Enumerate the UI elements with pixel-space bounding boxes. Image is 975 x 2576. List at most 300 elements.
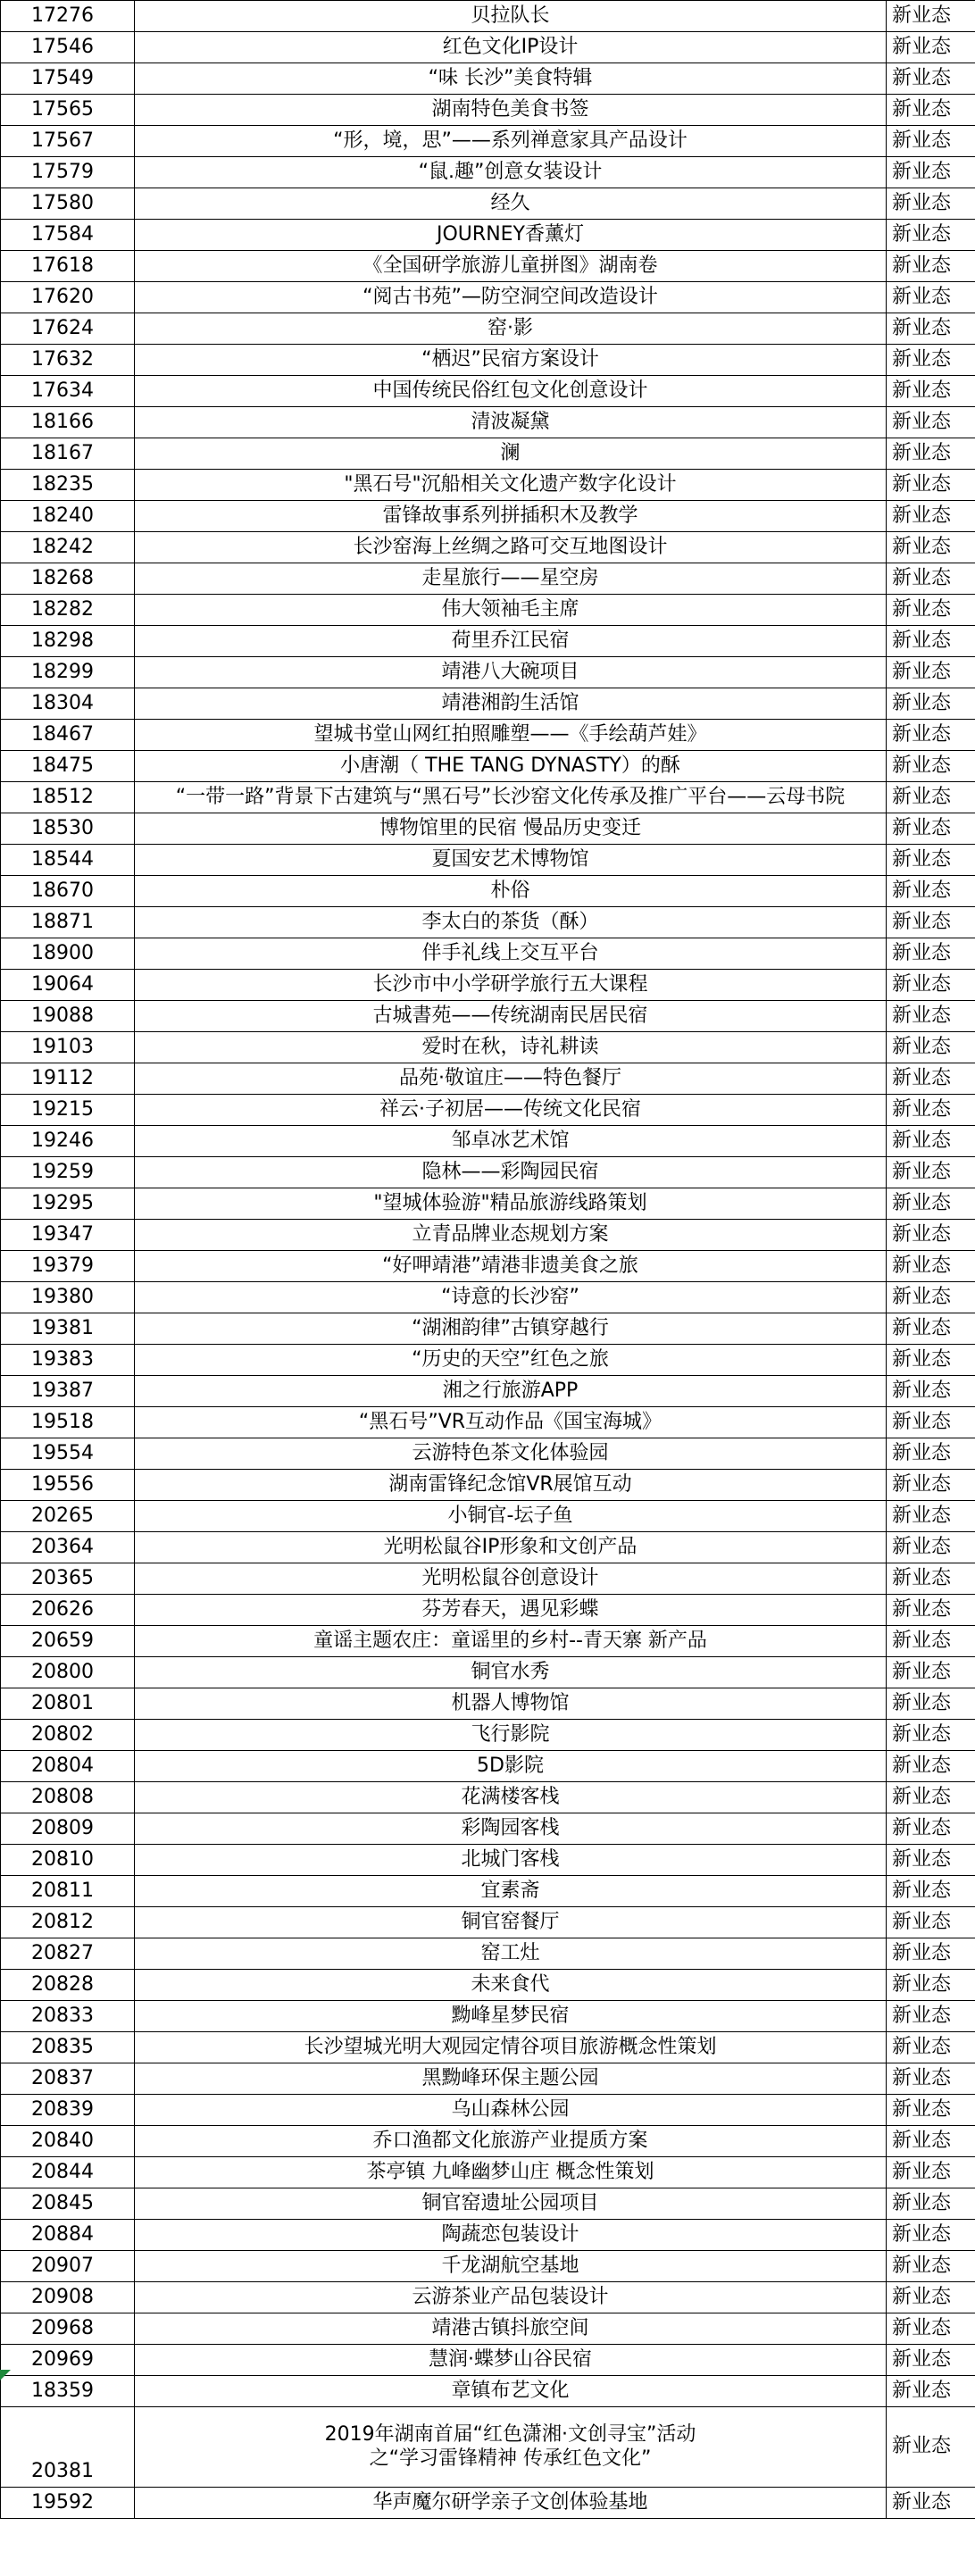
- table-row[interactable]: [1, 2188, 975, 2220]
- row-id-cell[interactable]: 19295: [1, 1188, 135, 1220]
- table-row[interactable]: [1, 2251, 975, 2282]
- row-category-cell[interactable]: 新业态: [887, 1313, 975, 1345]
- row-id-cell[interactable]: 19215: [1, 1095, 135, 1126]
- table-row[interactable]: [1, 345, 975, 376]
- row-name-cell[interactable]: 机器人博物馆: [135, 1688, 887, 1720]
- row-category-cell[interactable]: 新业态: [887, 688, 975, 720]
- row-id-cell[interactable]: 17567: [1, 126, 135, 157]
- table-row[interactable]: [1, 95, 975, 126]
- row-name-cell[interactable]: 立青品牌业态规划方案: [135, 1220, 887, 1251]
- table-row[interactable]: [1, 1126, 975, 1157]
- row-category-cell[interactable]: 新业态: [887, 1657, 975, 1688]
- table-row[interactable]: [1, 1751, 975, 1782]
- table-row[interactable]: [1, 2126, 975, 2157]
- row-name-cell[interactable]: 北城门客栈: [135, 1845, 887, 1876]
- table-row[interactable]: [1, 657, 975, 688]
- row-category-cell[interactable]: 新业态: [887, 907, 975, 938]
- table-row-tall[interactable]: [1, 2407, 975, 2488]
- table-row[interactable]: [1, 438, 975, 470]
- row-id-cell[interactable]: 20837: [1, 2063, 135, 2095]
- row-name-cell[interactable]: “历史的天空”红色之旅: [135, 1345, 887, 1376]
- table-row[interactable]: [1, 2282, 975, 2313]
- row-id-cell[interactable]: 18240: [1, 501, 135, 532]
- row-name-cell[interactable]: 中国传统民俗红包文化创意设计: [135, 376, 887, 407]
- row-name-cell[interactable]: 铜官窑遗址公园项目: [135, 2188, 887, 2220]
- row-category-cell[interactable]: 新业态: [887, 657, 975, 688]
- row-id-cell[interactable]: 19592: [1, 2488, 135, 2519]
- table-row[interactable]: [1, 876, 975, 907]
- row-id-cell[interactable]: 20808: [1, 1782, 135, 1813]
- table-row[interactable]: [1, 1313, 975, 1345]
- row-id-cell[interactable]: 19383: [1, 1345, 135, 1376]
- row-id-cell[interactable]: 18871: [1, 907, 135, 938]
- row-name-cell[interactable]: 红色文化IP设计: [135, 32, 887, 63]
- table-row[interactable]: [1, 282, 975, 313]
- row-id-cell[interactable]: 20804: [1, 1751, 135, 1782]
- row-id-cell[interactable]: 20908: [1, 2282, 135, 2313]
- table-row[interactable]: [1, 313, 975, 345]
- row-id-cell[interactable]: 19112: [1, 1063, 135, 1095]
- row-name-cell[interactable]: 光明松鼠谷IP形象和文创产品: [135, 1532, 887, 1563]
- row-name-cell[interactable]: 5D影院: [135, 1751, 887, 1782]
- table-row[interactable]: [1, 1970, 975, 2001]
- row-name-cell[interactable]: 祥云·子初居——传统文化民宿: [135, 1095, 887, 1126]
- row-name-cell[interactable]: 靖港八大碗项目: [135, 657, 887, 688]
- row-category-cell[interactable]: 新业态: [887, 1157, 975, 1188]
- row-category-cell[interactable]: 新业态: [887, 313, 975, 345]
- table-row[interactable]: [1, 626, 975, 657]
- row-id-cell[interactable]: 20827: [1, 1938, 135, 1970]
- row-name-cell[interactable]: 华声魔尔研学亲子文创体验基地: [135, 2488, 887, 2519]
- table-row[interactable]: [1, 1345, 975, 1376]
- table-row[interactable]: [1, 1720, 975, 1751]
- table-row[interactable]: [1, 2157, 975, 2188]
- row-category-cell[interactable]: 新业态: [887, 2220, 975, 2251]
- table-row[interactable]: [1, 532, 975, 563]
- row-name-cell[interactable]: “一带一路”背景下古建筑与“黑石号”长沙窑文化传承及推广平台——云母书院: [135, 782, 887, 813]
- row-id-cell[interactable]: 19554: [1, 1438, 135, 1470]
- row-category-cell[interactable]: 新业态: [887, 2188, 975, 2220]
- row-id-cell[interactable]: 20828: [1, 1970, 135, 2001]
- row-category-cell[interactable]: 新业态: [887, 1907, 975, 1938]
- table-row[interactable]: [1, 782, 975, 813]
- row-id-cell[interactable]: 18268: [1, 563, 135, 595]
- table-row[interactable]: [1, 1, 975, 32]
- row-name-cell[interactable]: 花满楼客栈: [135, 1782, 887, 1813]
- row-category-cell[interactable]: 新业态: [887, 2095, 975, 2126]
- table-row[interactable]: [1, 1907, 975, 1938]
- row-id-cell[interactable]: 19379: [1, 1251, 135, 1282]
- table-row[interactable]: [1, 1657, 975, 1688]
- table-row[interactable]: [1, 938, 975, 970]
- table-row[interactable]: [1, 1407, 975, 1438]
- row-name-cell[interactable]: 彩陶园客栈: [135, 1813, 887, 1845]
- row-id-cell[interactable]: 20844: [1, 2157, 135, 2188]
- row-name-cell[interactable]: 博物馆里的民宿 慢品历史变迁: [135, 813, 887, 845]
- row-category-cell[interactable]: 新业态: [887, 1876, 975, 1907]
- row-name-cell[interactable]: 隐林——彩陶园民宿: [135, 1157, 887, 1188]
- table-row[interactable]: [1, 751, 975, 782]
- row-name-cell[interactable]: 湖南特色美食书签: [135, 95, 887, 126]
- row-category-cell[interactable]: 新业态: [887, 2251, 975, 2282]
- table-row[interactable]: [1, 1813, 975, 1845]
- row-id-cell[interactable]: 18467: [1, 720, 135, 751]
- table-row[interactable]: [1, 1032, 975, 1063]
- table-row[interactable]: [1, 407, 975, 438]
- table-row[interactable]: [1, 220, 975, 251]
- row-category-cell[interactable]: 新业态: [887, 970, 975, 1001]
- row-id-cell[interactable]: 17276: [1, 1, 135, 32]
- row-id-cell[interactable]: 20364: [1, 1532, 135, 1563]
- row-name-cell[interactable]: 陶蔬恋包装设计: [135, 2220, 887, 2251]
- table-row[interactable]: [1, 970, 975, 1001]
- table-row[interactable]: [1, 2063, 975, 2095]
- row-name-cell[interactable]: “鼠.趣”创意女装设计: [135, 157, 887, 188]
- table-row[interactable]: [1, 845, 975, 876]
- row-name-cell[interactable]: 爱时在秋，诗礼耕读: [135, 1032, 887, 1063]
- row-id-cell[interactable]: 20265: [1, 1501, 135, 1532]
- table-row[interactable]: [1, 63, 975, 95]
- row-name-cell[interactable]: 窑·影: [135, 313, 887, 345]
- row-name-cell[interactable]: 李太白的茶货（酥）: [135, 907, 887, 938]
- row-name-cell[interactable]: JOURNEY香薰灯: [135, 220, 887, 251]
- row-id-cell[interactable]: 18304: [1, 688, 135, 720]
- row-name-cell[interactable]: 黑黝峰环保主题公园: [135, 2063, 887, 2095]
- row-name-cell[interactable]: 湘之行旅游APP: [135, 1376, 887, 1407]
- row-id-cell[interactable]: 17584: [1, 220, 135, 251]
- row-name-cell[interactable]: “形，境，思”——系列禅意家具产品设计: [135, 126, 887, 157]
- table-row[interactable]: [1, 1876, 975, 1907]
- table-row[interactable]: [1, 720, 975, 751]
- row-id-cell[interactable]: 20968: [1, 2313, 135, 2345]
- row-name-cell[interactable]: 靖港湘韵生活馆: [135, 688, 887, 720]
- row-category-cell[interactable]: 新业态: [887, 126, 975, 157]
- row-id-cell[interactable]: 20809: [1, 1813, 135, 1845]
- row-category-cell[interactable]: 新业态: [887, 1376, 975, 1407]
- table-row[interactable]: [1, 1845, 975, 1876]
- row-category-cell[interactable]: 新业态: [887, 282, 975, 313]
- row-category-cell[interactable]: 新业态: [887, 1782, 975, 1813]
- row-id-cell[interactable]: 18475: [1, 751, 135, 782]
- row-name-cell[interactable]: 宜素斋: [135, 1876, 887, 1907]
- table-row[interactable]: [1, 126, 975, 157]
- row-id-cell[interactable]: 20839: [1, 2095, 135, 2126]
- row-name-cell[interactable]: 飞行影院: [135, 1720, 887, 1751]
- row-id-cell[interactable]: 17579: [1, 157, 135, 188]
- table-row[interactable]: [1, 1095, 975, 1126]
- row-category-cell[interactable]: 新业态: [887, 1220, 975, 1251]
- table-row[interactable]: [1, 2001, 975, 2032]
- table-row[interactable]: [1, 188, 975, 220]
- row-id-cell[interactable]: 18512: [1, 782, 135, 813]
- table-row[interactable]: [1, 1376, 975, 1407]
- row-category-cell[interactable]: 新业态: [887, 501, 975, 532]
- row-category-cell[interactable]: 新业态: [887, 470, 975, 501]
- row-id-cell[interactable]: 17580: [1, 188, 135, 220]
- row-category-cell[interactable]: 新业态: [887, 2282, 975, 2313]
- row-id-cell[interactable]: 18242: [1, 532, 135, 563]
- table-row[interactable]: [1, 2095, 975, 2126]
- row-name-cell[interactable]: 《全国研学旅游儿童拼图》湖南卷: [135, 251, 887, 282]
- row-category-cell[interactable]: 新业态: [887, 876, 975, 907]
- row-category-cell[interactable]: 新业态: [887, 63, 975, 95]
- row-id-cell[interactable]: 20840: [1, 2126, 135, 2157]
- row-id-cell[interactable]: 20812: [1, 1907, 135, 1938]
- row-id-cell[interactable]: 18670: [1, 876, 135, 907]
- table-row[interactable]: [1, 1595, 975, 1626]
- row-name-cell[interactable]: 夏国安艺术博物馆: [135, 845, 887, 876]
- row-category-cell[interactable]: 新业态: [887, 938, 975, 970]
- row-id-cell[interactable]: 20845: [1, 2188, 135, 2220]
- row-name-cell[interactable]: “黑石号”VR互动作品《国宝海城》: [135, 1407, 887, 1438]
- row-id-cell[interactable]: 18167: [1, 438, 135, 470]
- row-category-cell[interactable]: 新业态: [887, 1720, 975, 1751]
- row-category-cell[interactable]: 新业态: [887, 595, 975, 626]
- table-row[interactable]: [1, 563, 975, 595]
- row-category-cell[interactable]: 新业态: [887, 751, 975, 782]
- row-category-cell[interactable]: 新业态: [887, 345, 975, 376]
- row-id-cell[interactable]: 18282: [1, 595, 135, 626]
- table-row[interactable]: [1, 1282, 975, 1313]
- row-id-cell[interactable]: 18544: [1, 845, 135, 876]
- row-id-cell[interactable]: 18235: [1, 470, 135, 501]
- table-row[interactable]: [1, 2313, 975, 2345]
- table-row[interactable]: [1, 1220, 975, 1251]
- row-id-cell[interactable]: 20365: [1, 1563, 135, 1595]
- row-name-cell[interactable]: 清波凝黛: [135, 407, 887, 438]
- table-row[interactable]: [1, 907, 975, 938]
- row-category-cell[interactable]: 新业态: [887, 1845, 975, 1876]
- row-category-cell[interactable]: 新业态: [887, 32, 975, 63]
- row-category-cell[interactable]: 新业态: [887, 2345, 975, 2376]
- row-category-cell[interactable]: 新业态: [887, 1282, 975, 1313]
- row-id-cell[interactable]: 17549: [1, 63, 135, 95]
- row-id-cell[interactable]: 17620: [1, 282, 135, 313]
- row-category-cell[interactable]: 新业态: [887, 2376, 975, 2407]
- row-name-cell[interactable]: [135, 2407, 887, 2488]
- row-category-cell[interactable]: 新业态: [887, 1251, 975, 1282]
- row-name-cell[interactable]: 窑工灶: [135, 1938, 887, 1970]
- table-row[interactable]: [1, 32, 975, 63]
- row-category-cell[interactable]: 新业态: [887, 813, 975, 845]
- table-row[interactable]: [1, 1532, 975, 1563]
- row-id-cell[interactable]: 17624: [1, 313, 135, 345]
- row-category-cell[interactable]: 新业态: [887, 2313, 975, 2345]
- row-id-cell[interactable]: 19518: [1, 1407, 135, 1438]
- table-row[interactable]: [1, 2376, 975, 2407]
- row-name-cell[interactable]: 乔口渔都文化旅游产业提质方案: [135, 2126, 887, 2157]
- row-id-cell[interactable]: 20969: [1, 2345, 135, 2376]
- row-id-cell[interactable]: 20835: [1, 2032, 135, 2063]
- table-row[interactable]: [1, 813, 975, 845]
- row-name-cell[interactable]: 慧润·蝶梦山谷民宿: [135, 2345, 887, 2376]
- row-name-cell[interactable]: “阅古书苑”—防空洞空间改造设计: [135, 282, 887, 313]
- row-id-cell[interactable]: 20801: [1, 1688, 135, 1720]
- row-name-cell[interactable]: 走星旅行——星空房: [135, 563, 887, 595]
- row-category-cell[interactable]: 新业态: [887, 376, 975, 407]
- row-name-cell[interactable]: 长沙市中小学研学旅行五大课程: [135, 970, 887, 1001]
- row-category-cell[interactable]: 新业态: [887, 407, 975, 438]
- row-name-cell[interactable]: 章镇布艺文化: [135, 2376, 887, 2407]
- row-id-cell[interactable]: 20381: [1, 2407, 135, 2488]
- row-name-cell[interactable]: 童谣主题农庄：童谣里的乡村--青天寨 新产品: [135, 1626, 887, 1657]
- table-row[interactable]: [1, 1938, 975, 1970]
- row-name-cell[interactable]: 雷锋故事系列拼插积木及教学: [135, 501, 887, 532]
- row-name-cell[interactable]: “湖湘韵律”古镇穿越行: [135, 1313, 887, 1345]
- row-category-cell[interactable]: 新业态: [887, 845, 975, 876]
- row-name-cell[interactable]: 古城書苑——传统湖南民居民宿: [135, 1001, 887, 1032]
- row-name-cell[interactable]: “栖迟”民宿方案设计: [135, 345, 887, 376]
- row-name-cell[interactable]: 铜官水秀: [135, 1657, 887, 1688]
- row-name-cell[interactable]: 澜: [135, 438, 887, 470]
- row-name-cell[interactable]: 经久: [135, 188, 887, 220]
- row-name-cell[interactable]: 湖南雷锋纪念馆VR展馆互动: [135, 1470, 887, 1501]
- table-row[interactable]: [1, 1188, 975, 1220]
- table-row[interactable]: [1, 470, 975, 501]
- row-category-cell[interactable]: 新业态: [887, 157, 975, 188]
- row-category-cell[interactable]: 新业态: [887, 95, 975, 126]
- row-id-cell[interactable]: 19347: [1, 1220, 135, 1251]
- row-name-cell[interactable]: 乌山森林公园: [135, 2095, 887, 2126]
- row-name-cell[interactable]: 望城书堂山网红拍照雕塑——《手绘葫芦娃》: [135, 720, 887, 751]
- row-name-cell[interactable]: 铜官窑餐厅: [135, 1907, 887, 1938]
- row-category-cell[interactable]: 新业态: [887, 251, 975, 282]
- table-row[interactable]: [1, 1157, 975, 1188]
- row-name-cell[interactable]: 未来食代: [135, 1970, 887, 2001]
- table-row[interactable]: [1, 2032, 975, 2063]
- row-name-cell[interactable]: 伟大领袖毛主席: [135, 595, 887, 626]
- row-category-cell[interactable]: 新业态: [887, 1032, 975, 1063]
- row-name-cell[interactable]: “好呷靖港”靖港非遗美食之旅: [135, 1251, 887, 1282]
- row-category-cell[interactable]: 新业态: [887, 1563, 975, 1595]
- row-id-cell[interactable]: 18166: [1, 407, 135, 438]
- row-name-cell[interactable]: 黝峰星梦民宿: [135, 2001, 887, 2032]
- table-row[interactable]: [1, 2345, 975, 2376]
- row-id-cell[interactable]: 19103: [1, 1032, 135, 1063]
- row-category-cell[interactable]: 新业态: [887, 1095, 975, 1126]
- row-name-cell[interactable]: 小唐潮（ THE TANG DYNASTY）的酥: [135, 751, 887, 782]
- row-category-cell[interactable]: 新业态: [887, 2126, 975, 2157]
- row-name-cell[interactable]: 茶亭镇 九峰幽梦山庄 概念性策划: [135, 2157, 887, 2188]
- row-category-cell[interactable]: 新业态: [887, 1470, 975, 1501]
- table-row[interactable]: [1, 1438, 975, 1470]
- table-row[interactable]: [1, 157, 975, 188]
- row-id-cell[interactable]: 19246: [1, 1126, 135, 1157]
- row-category-cell[interactable]: 新业态: [887, 1501, 975, 1532]
- row-name-cell[interactable]: 贝拉队长: [135, 1, 887, 32]
- row-id-cell[interactable]: 19088: [1, 1001, 135, 1032]
- row-category-cell[interactable]: 新业态: [887, 1938, 975, 1970]
- row-category-cell[interactable]: 新业态: [887, 1438, 975, 1470]
- row-category-cell[interactable]: 新业态: [887, 1532, 975, 1563]
- table-row[interactable]: [1, 1563, 975, 1595]
- row-category-cell[interactable]: 新业态: [887, 1407, 975, 1438]
- row-id-cell[interactable]: 19387: [1, 1376, 135, 1407]
- row-name-cell[interactable]: 云游特色茶文化体验园: [135, 1438, 887, 1470]
- row-id-cell[interactable]: 18900: [1, 938, 135, 970]
- row-id-cell[interactable]: 20659: [1, 1626, 135, 1657]
- row-id-cell[interactable]: 18530: [1, 813, 135, 845]
- table-row[interactable]: [1, 1063, 975, 1095]
- row-name-cell[interactable]: 小铜官-坛子鱼: [135, 1501, 887, 1532]
- row-name-cell[interactable]: “味 长沙”美食特辑: [135, 63, 887, 95]
- row-id-cell[interactable]: 17618: [1, 251, 135, 282]
- row-name-cell[interactable]: "黑石号"沉船相关文化遗产数字化设计: [135, 470, 887, 501]
- row-name-cell[interactable]: 朴俗: [135, 876, 887, 907]
- row-category-cell[interactable]: 新业态: [887, 2157, 975, 2188]
- row-name-cell[interactable]: “诗意的长沙窑”: [135, 1282, 887, 1313]
- table-row[interactable]: [1, 1501, 975, 1532]
- row-id-cell[interactable]: 20811: [1, 1876, 135, 1907]
- row-category-cell[interactable]: 新业态: [887, 1595, 975, 1626]
- table-row[interactable]: [1, 1688, 975, 1720]
- row-category-cell[interactable]: 新业态: [887, 626, 975, 657]
- row-name-cell[interactable]: 云游茶业产品包装设计: [135, 2282, 887, 2313]
- row-category-cell[interactable]: 新业态: [887, 1751, 975, 1782]
- table-row[interactable]: [1, 688, 975, 720]
- row-category-cell[interactable]: 新业态: [887, 1063, 975, 1095]
- row-id-cell[interactable]: 19380: [1, 1282, 135, 1313]
- row-id-cell[interactable]: 20884: [1, 2220, 135, 2251]
- table-row[interactable]: [1, 1251, 975, 1282]
- row-id-cell[interactable]: 20907: [1, 2251, 135, 2282]
- table-row[interactable]: [1, 1001, 975, 1032]
- row-id-cell[interactable]: 20802: [1, 1720, 135, 1751]
- row-name-cell[interactable]: 光明松鼠谷创意设计: [135, 1563, 887, 1595]
- row-name-cell[interactable]: 伴手礼线上交互平台: [135, 938, 887, 970]
- table-row[interactable]: [1, 1470, 975, 1501]
- row-id-cell[interactable]: 20810: [1, 1845, 135, 1876]
- row-category-cell[interactable]: 新业态: [887, 563, 975, 595]
- row-id-cell[interactable]: 17634: [1, 376, 135, 407]
- row-id-cell[interactable]: 18359: [1, 2376, 135, 2407]
- row-category-cell[interactable]: 新业态: [887, 2488, 975, 2519]
- row-id-cell[interactable]: 19556: [1, 1470, 135, 1501]
- row-category-cell[interactable]: 新业态: [887, 1688, 975, 1720]
- row-category-cell[interactable]: 新业态: [887, 2001, 975, 2032]
- row-category-cell[interactable]: 新业态: [887, 782, 975, 813]
- row-name-cell[interactable]: 靖港古镇抖旅空间: [135, 2313, 887, 2345]
- row-name-cell[interactable]: 长沙窑海上丝绸之路可交互地图设计: [135, 532, 887, 563]
- row-category-cell[interactable]: 新业态: [887, 1345, 975, 1376]
- row-name-cell[interactable]: 品苑·敬谊庄——特色餐厅: [135, 1063, 887, 1095]
- row-name-cell[interactable]: 荷里乔江民宿: [135, 626, 887, 657]
- table-row[interactable]: [1, 595, 975, 626]
- row-id-cell[interactable]: 17546: [1, 32, 135, 63]
- table-row[interactable]: [1, 251, 975, 282]
- row-category-cell[interactable]: 新业态: [887, 2063, 975, 2095]
- row-id-cell[interactable]: 19064: [1, 970, 135, 1001]
- row-name-cell[interactable]: 芬芳春天，遇见彩蝶: [135, 1595, 887, 1626]
- row-category-cell[interactable]: 新业态: [887, 1626, 975, 1657]
- row-category-cell[interactable]: 新业态: [887, 188, 975, 220]
- row-name-cell[interactable]: 邹卓冰艺术馆: [135, 1126, 887, 1157]
- table-row[interactable]: [1, 2220, 975, 2251]
- row-category-cell[interactable]: 新业态: [887, 1970, 975, 2001]
- row-category-cell[interactable]: 新业态: [887, 532, 975, 563]
- row-name-cell[interactable]: 长沙望城光明大观园定情谷项目旅游概念性策划: [135, 2032, 887, 2063]
- row-category-cell[interactable]: 新业态: [887, 720, 975, 751]
- table-row[interactable]: [1, 1782, 975, 1813]
- table-row-last[interactable]: [1, 2488, 975, 2519]
- row-id-cell[interactable]: 18299: [1, 657, 135, 688]
- row-name-cell[interactable]: "望城体验游"精品旅游线路策划: [135, 1188, 887, 1220]
- row-category-cell[interactable]: 新业态: [887, 1001, 975, 1032]
- row-id-cell[interactable]: 19381: [1, 1313, 135, 1345]
- row-id-cell[interactable]: 19259: [1, 1157, 135, 1188]
- row-id-cell[interactable]: 20626: [1, 1595, 135, 1626]
- table-row[interactable]: [1, 1626, 975, 1657]
